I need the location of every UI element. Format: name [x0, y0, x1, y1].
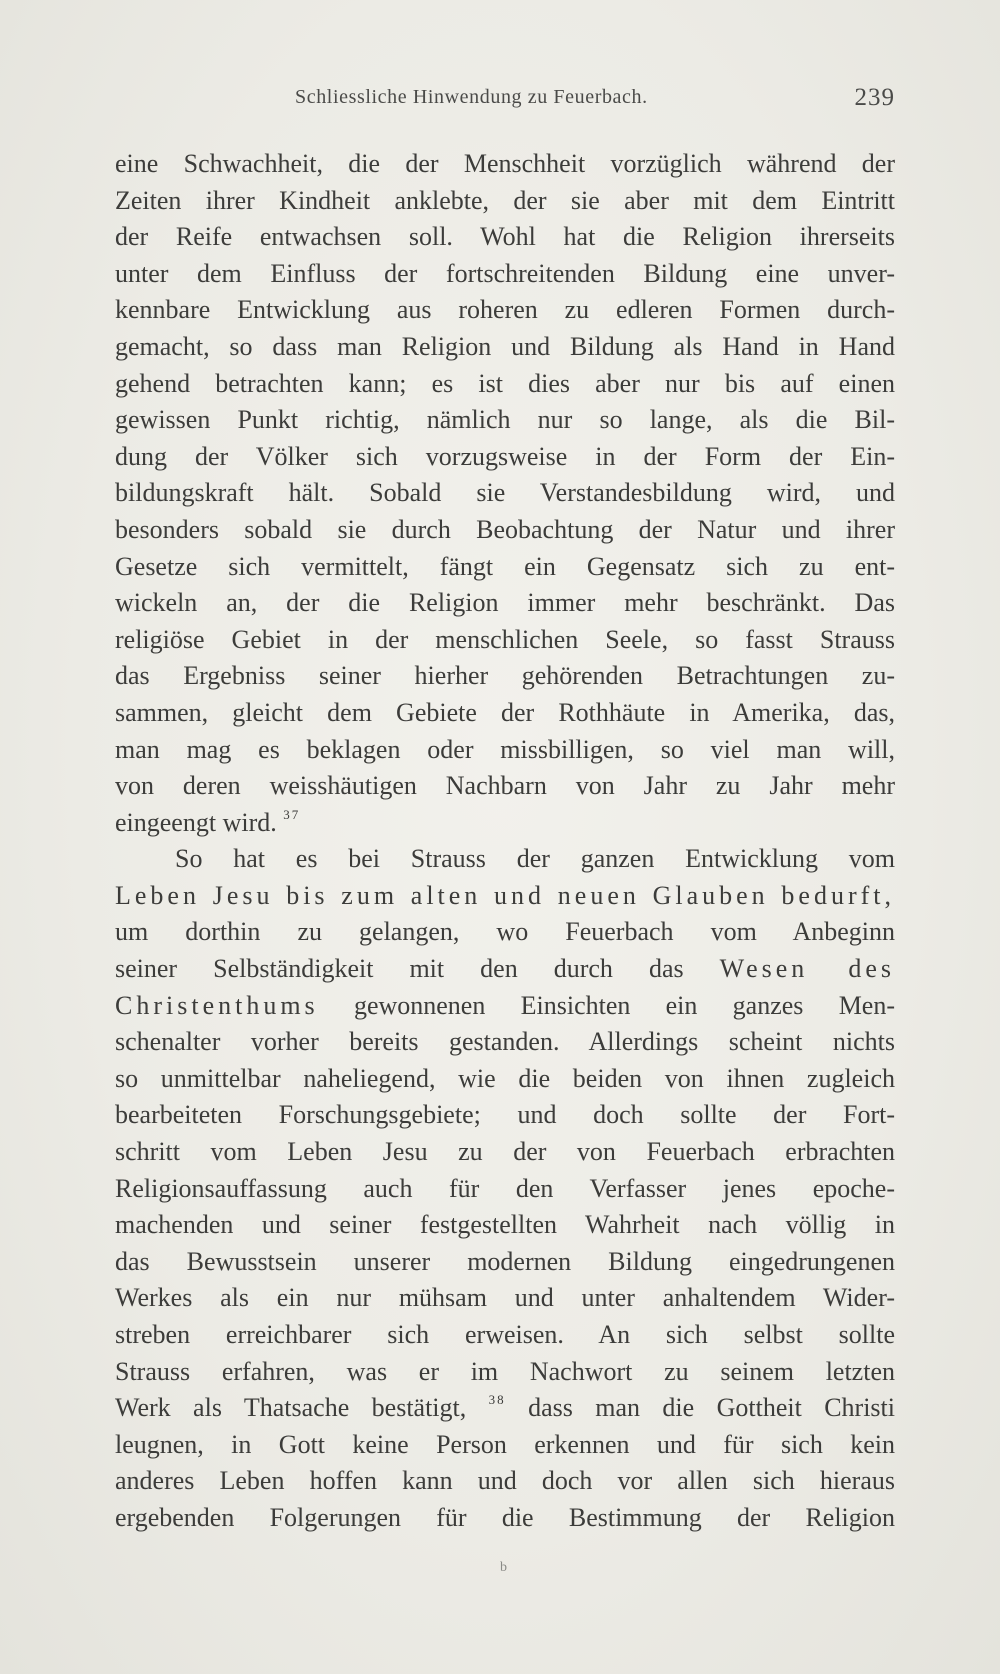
- text-line: so unmittelbar naheliegend, wie die beiden von ihnen zugleich: [115, 1063, 895, 1093]
- text-line: Gesetze sich vermittelt, fängt ein Gegensatz sich zu ent-: [115, 551, 895, 581]
- text-line: unter dem Einfluss der fortschreitenden Bildung eine unver-: [115, 258, 895, 288]
- text-line: gemacht, so dass man Religion und Bildung als Hand in Hand: [115, 331, 895, 361]
- text-line: eine Schwachheit, die der Menschheit vorzüglich während der: [115, 149, 895, 178]
- text-line: schritt vom Leben Jesu zu der von Feuerbach erbrachten: [115, 1137, 895, 1167]
- text-line: leugnen, in Gott keine Person erkennen und für sich kein: [115, 1429, 895, 1459]
- text-line: Religionsauffassung auch für den Verfasser jenes epoche-: [115, 1173, 895, 1203]
- text-segment: dass man die Gottheit Christi: [528, 1393, 895, 1423]
- text-line: religiöse Gebiet in der menschlichen Seele, so fasst Strauss: [115, 624, 895, 654]
- text-line: ergebenden Folgerungen für die Bestimmung der Religion: [115, 1502, 895, 1532]
- signature-mark: b: [500, 1560, 507, 1575]
- text-line: gehend betrachten kann; es ist dies aber nur bis auf einen: [115, 368, 895, 398]
- text-segment: Werk als Thatsache bestätigt,: [115, 1393, 467, 1423]
- footnote-ref-38: 38: [488, 1392, 506, 1408]
- text-line: das Ergebniss seiner hierher gehörenden Betrachtungen zu-: [115, 661, 895, 691]
- text-line: dung der Völker sich vorzugsweise in der Form der Ein-: [115, 441, 895, 471]
- text-line: bildungskraft hält. Sobald sie Verstandesbildung wird, und: [115, 478, 895, 508]
- text-line: der Reife entwachsen soll. Wohl hat die Religion ihrerseits: [115, 222, 895, 252]
- emphasized-title: Christenthums: [115, 990, 319, 1020]
- text-line: besonders sobald sie durch Beobachtung der Natur und ihrer: [115, 514, 895, 544]
- text-line: schenalter vorher bereits gestanden. Allerdings scheint nichts: [115, 1027, 895, 1057]
- text-line-final: [115, 805, 895, 842]
- running-title: Schliessliche Hinwendung zu Feuerbach.: [295, 86, 648, 108]
- text-line: sammen, gleicht dem Gebiete der Rothhäute in Amerika, das,: [115, 697, 895, 727]
- paragraph-1: [115, 146, 895, 841]
- text-line: anderes Leben hoffen kann und doch vor allen sich hieraus: [115, 1466, 895, 1496]
- text-line: Strauss erfahren, was er im Nachwort zu seinem letzten: [115, 1356, 895, 1386]
- text-line: um dorthin zu gelangen, wo Feuerbach vom Anbeginn: [115, 917, 895, 947]
- page-number: 239: [854, 84, 895, 111]
- paragraph-end-text: eingeengt wird.: [115, 807, 277, 837]
- text-line: Zeiten ihrer Kindheit anklebte, der sie aber mit dem Eintritt: [115, 185, 895, 215]
- text-line-indented: So hat es bei Strauss der ganzen Entwicklung vom: [175, 844, 895, 874]
- text-line: Werkes als ein nur mühsam und unter anhaltendem Wider-: [115, 1283, 895, 1313]
- text-line: das Bewusstsein unserer modernen Bildung eingedrungenen: [115, 1246, 895, 1276]
- text-segment: seiner Selbständigkeit mit den durch das: [115, 954, 684, 984]
- footnote-ref-37: 37: [283, 806, 301, 822]
- text-line: streben erreichbarer sich erweisen. An sich selbst sollte: [115, 1320, 895, 1349]
- text-line: [115, 951, 895, 988]
- emphasized-title: Wesen des: [719, 954, 895, 984]
- text-line: man mag es beklagen oder missbilligen, so viel man will,: [115, 734, 895, 764]
- text-line: bearbeiteten Forschungsgebiete; und doch sollte der Fort-: [115, 1100, 895, 1130]
- text-line: [115, 988, 895, 1025]
- text-line: von deren weisshäutigen Nachbarn von Jahr zu Jahr mehr: [115, 771, 895, 801]
- text-line: wickeln an, der die Religion immer mehr beschränkt. Das: [115, 588, 895, 618]
- text-line: kennbare Entwicklung aus roheren zu edleren Formen durch-: [115, 295, 895, 325]
- text-line: gewissen Punkt richtig, nämlich nur so lange, als die Bil-: [115, 405, 895, 435]
- text-line: [115, 1390, 895, 1427]
- text-segment: gewonnenen Einsichten ein ganzes Men-: [353, 990, 896, 1020]
- body-text: [115, 146, 895, 1537]
- text-line-spaced: Leben Jesu bis zum alten und neuen Glauben bedurft,: [115, 880, 895, 910]
- running-head: [115, 82, 895, 114]
- text-line: machenden und seiner festgestellten Wahrheit nach völlig in: [115, 1210, 895, 1240]
- paragraph-2: [115, 841, 895, 1536]
